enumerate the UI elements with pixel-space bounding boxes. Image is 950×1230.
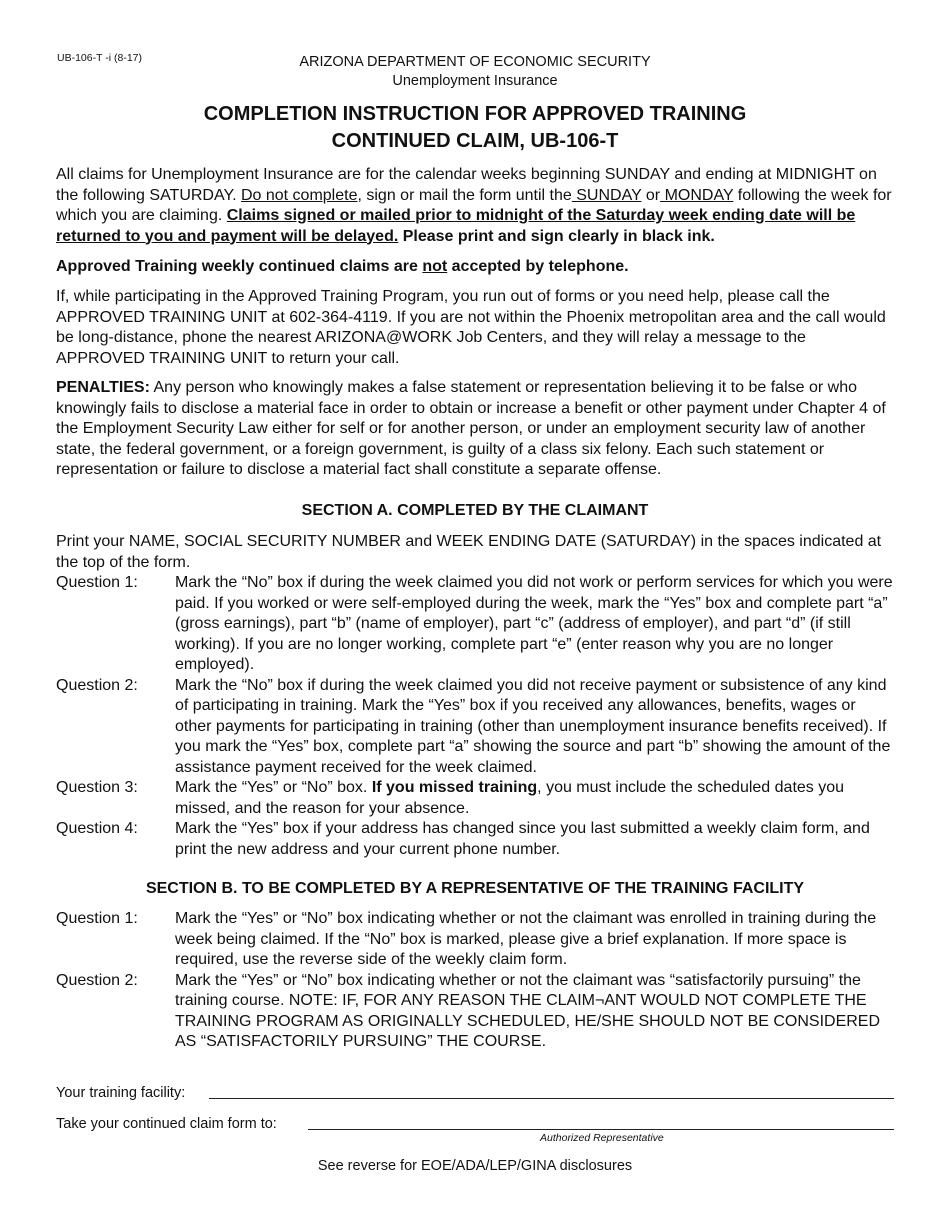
question-text: Mark the “Yes” or “No” box indicating whether or not the claimant was enrolled in training during the week being claimed. If the “No” box is marked, please give a brief explanation. If more space is required, use the reverse side of the weekly claim form. [175, 910, 877, 968]
intro-text: SUNDAY [571, 186, 642, 204]
question-label: Question 2: [56, 676, 138, 694]
phone-note-text: Approved Training weekly continued claims are [56, 258, 423, 275]
phone-note-text: accepted by telephone. [447, 258, 629, 275]
question-text: Mark the “No” box if during the week claimed you did not work or perform services for which you were paid. If you worked or were self-employed during the week, mark the “Yes” box and complete part “a” (gross earnings), part “b” (name of employer), part “c” (address of employer), and part “d” (if still working). If you are no longer working, complete part “e” (enter reason why you are no longer employed). [175, 574, 893, 673]
division-name: Unemployment Insurance [392, 73, 558, 89]
section-b-body [56, 909, 896, 1053]
section-a-body [56, 532, 896, 860]
section-a-question-1 [56, 573, 896, 676]
intro-text: following the week for which you are claiming. [56, 186, 892, 224]
phone-note [56, 257, 896, 278]
question-label: Question 3: [56, 779, 138, 796]
question-text: Mark the “No” box if during the week claimed you did not receive payment or subsistence of any kind of participating in training. Mark the “Yes” box if you received any allowances, benefits, wages or other payments for participating in training (other than unemployment insurance benefits received). If you mark the “Yes” box, complete part “a” showing the source and part “b” showing the amount of the assistance payment received for the week claimed. [175, 676, 891, 776]
question-text [175, 778, 896, 819]
section-b-question-2 [56, 971, 896, 1053]
help-text: If, while participating in the Approved Training Program, you run out of forms or you need help, please call the APPROVED TRAINING UNIT at 602-364-4119. If you are not within the Phoenix metropolitan area and the call would be long-distance, phone the nearest ARIZONA@WORK Job Centers, and they will relay a message to the APPROVED TRAINING UNIT to return your call. [56, 288, 886, 367]
question-text-part: Mark the “Yes” or “No” box. [175, 779, 372, 796]
take-form-label: Take your continued claim form to: [56, 1116, 277, 1132]
facility-input-line[interactable] [209, 1098, 894, 1099]
help-paragraph [56, 287, 896, 369]
phone-note-text: not [422, 258, 448, 275]
section-a-question-4 [56, 819, 896, 860]
question-text: Mark the “Yes” box if your address has changed since you last submitted a weekly claim form, and print the new address and your current phone number. [175, 820, 870, 858]
agency-header [0, 53, 950, 91]
facility-label: Your training facility: [56, 1085, 186, 1101]
intro-ink-note: Please print and sign clearly in black ink. [398, 227, 715, 245]
question-text-bold: If you missed training [371, 779, 538, 796]
question-label: Question 4: [56, 820, 138, 837]
agency-name: ARIZONA DEPARTMENT OF ECONOMIC SECURITY [299, 54, 651, 70]
question-label: Question 2: [56, 971, 138, 989]
question-label: Question 1: [56, 574, 138, 591]
section-a-question-3 [56, 778, 896, 819]
penalties-label: PENALTIES: [56, 379, 150, 396]
section-b-heading: SECTION B. TO BE COMPLETED BY A REPRESENTATIVE OF THE TRAINING FACILITY [145, 880, 805, 897]
intro-paragraph [56, 165, 896, 247]
form-id: UB-106-T -i (8-17) [57, 52, 142, 64]
section-b-question-1 [56, 909, 896, 971]
question-label: Question 1: [56, 910, 138, 927]
question-text: Mark the “Yes” or “No” box indicating whether or not the claimant was “satisfactorily pursuing” the training course. NOTE: IF, FOR ANY REASON THE CLAIM¬ANT WOULD NOT COMPLETE THE TRAINING PROGRAM AS ORIGINALLY SCHEDULED, HE/SHE SHOULD NOT BE CONSIDERED AS “SATISFACTORILY PURSUING” THE COURSE. [175, 971, 881, 1050]
penalties-paragraph [56, 378, 896, 481]
question-text-part: , you must include the scheduled dates you missed, and the reason for your absence. [175, 779, 845, 817]
authorized-representative-caption: Authorized Representative [540, 1132, 664, 1144]
intro-text: MONDAY [660, 186, 734, 204]
penalties-text: Any person who knowingly makes a false statement or representation believing it to be false or who knowingly fails to disclose a material face in order to obtain or increase a benefit or other payment under Chapter 4 of the Employment Security Law either for self or for another person, or under an employment security law of another state, the federal government, or a foreign government, is guilty of a class six felony. Each such statement or representation or failure to disclose a material fact shall constitute a separate offense. [56, 379, 886, 478]
title-line-2: CONTINUED CLAIM, UB-106-T [331, 130, 619, 152]
intro-text: Do not complete [240, 186, 358, 204]
intro-warning: Claims signed or mailed prior to midnight of the Saturday week ending date will be returned to you and payment will be delayed. [56, 207, 856, 245]
intro-text: or [641, 186, 661, 204]
title-line-1: COMPLETION INSTRUCTION FOR APPROVED TRAINING [203, 103, 747, 125]
footer-disclosures: See reverse for EOE/ADA/LEP/GINA disclosures [317, 1158, 633, 1174]
section-a-question-2 [56, 676, 896, 779]
section-a-intro: Print your NAME, SOCIAL SECURITY NUMBER and WEEK ENDING DATE (SATURDAY) in the spaces indicated at the top of the form. [56, 533, 882, 571]
intro-text: All claims for Unemployment Insurance are for the calendar weeks beginning SUNDAY and ending at MIDNIGHT on the following SATURDAY. [56, 166, 877, 204]
take-form-input-line[interactable] [308, 1129, 894, 1130]
section-a-heading: SECTION A. COMPLETED BY THE CLAIMANT [301, 502, 649, 519]
intro-text: , sign or mail the form until the [357, 186, 572, 204]
page-title [0, 101, 950, 155]
